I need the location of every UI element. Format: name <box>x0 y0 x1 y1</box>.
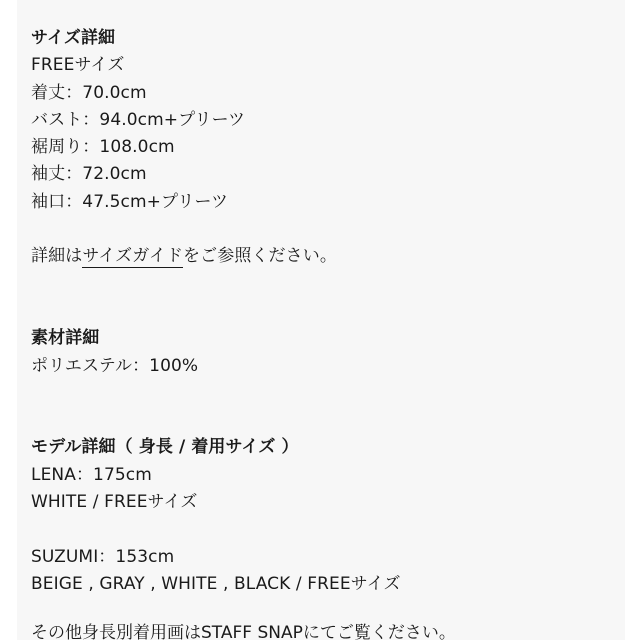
size-guide-sentence <box>31 243 617 270</box>
size-guide-suffix: をご参照ください。 <box>183 246 337 267</box>
model-suzumi-height: SUZUMI：153cm <box>31 546 175 567</box>
spacer <box>31 271 617 298</box>
spacer <box>31 407 617 434</box>
size-sleeve-length: 袖丈：72.0cm <box>31 164 147 185</box>
product-detail-content <box>31 25 617 598</box>
size-free-label: FREEサイズ <box>31 55 125 76</box>
model-lena-height: LENA：175cm <box>31 464 152 485</box>
material-details-heading: 素材詳細 <box>31 328 100 349</box>
material-composition: ポリエステル：100% <box>31 355 199 376</box>
model-lena-sizes: WHITE / FREEサイズ <box>31 492 198 513</box>
size-guide-prefix: 詳細は <box>31 246 83 267</box>
staff-snap-note: その他身長別着用画はSTAFF SNAPにてご覧ください。 <box>31 623 456 640</box>
spacer <box>31 216 617 243</box>
model-suzumi-sizes: BEIGE , GRAY , WHITE , BLACK / FREEサイズ <box>31 573 401 594</box>
model-details-heading: モデル詳細（ 身長 / 着用サイズ ） <box>31 437 299 458</box>
product-detail-panel <box>17 0 625 640</box>
size-cuff: 袖口：47.5cm+プリーツ <box>31 191 229 212</box>
spacer <box>31 298 617 325</box>
size-length: 着丈：70.0cm <box>31 82 147 103</box>
spacer <box>31 380 617 407</box>
size-hem: 裾周り：108.0cm <box>31 137 175 158</box>
size-details-heading: サイズ詳細 <box>31 28 116 48</box>
size-guide-link[interactable]: サイズガイド <box>82 246 184 267</box>
size-bust: バスト：94.0cm+プリーツ <box>31 109 246 130</box>
spacer <box>31 516 617 543</box>
